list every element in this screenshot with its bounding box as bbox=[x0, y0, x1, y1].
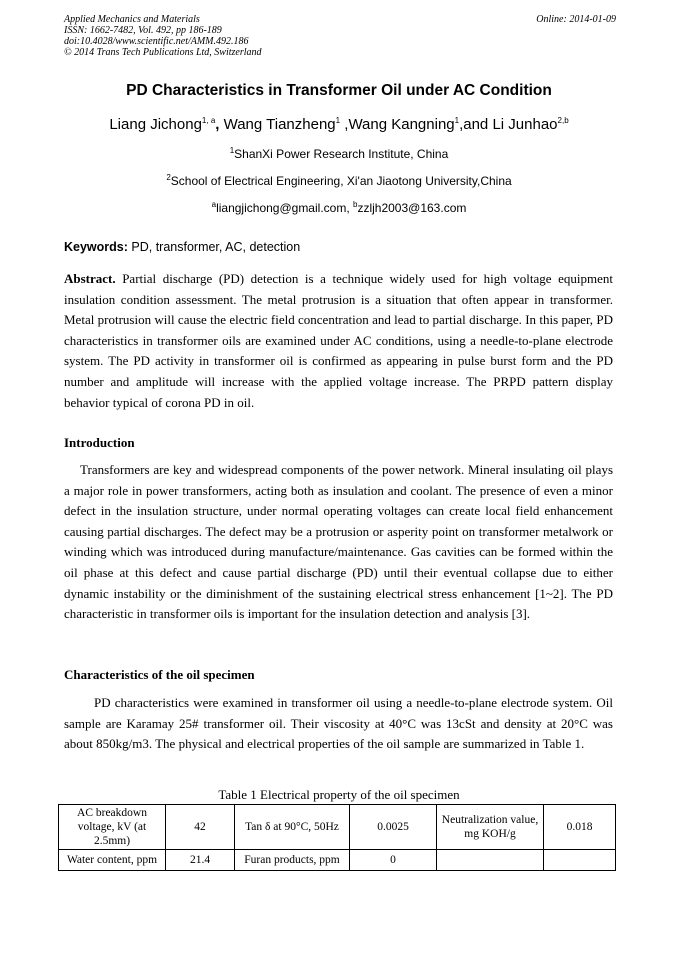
aff-text: ShanXi Power Research Institute, China bbox=[234, 147, 449, 161]
paper-title: PD Characteristics in Transformer Oil under AC Condition bbox=[126, 82, 552, 99]
aff-text: School of Electrical Engineering, Xi'an Jiaotong University,China bbox=[170, 174, 512, 188]
email-sup: b bbox=[353, 200, 358, 209]
table-row bbox=[59, 850, 616, 871]
author-name: Liang Jichong bbox=[109, 116, 202, 133]
author-sup: 1 bbox=[454, 116, 460, 125]
keywords-label: Keywords: bbox=[64, 240, 128, 254]
author-sep: , bbox=[215, 116, 224, 133]
author-sep: , bbox=[340, 116, 349, 133]
author-name: Wang Kangning bbox=[348, 116, 455, 133]
table-row bbox=[59, 805, 616, 850]
property-table bbox=[58, 804, 616, 871]
aff-sup: 1 bbox=[229, 146, 235, 155]
table-cell: AC breakdown voltage, kV (at 2.5mm) bbox=[59, 805, 166, 850]
issn-line: ISSN: 1662-7482, Vol. 492, pp 186-189 bbox=[64, 25, 222, 36]
table-cell: Neutralization value, mg KOH/g bbox=[437, 805, 544, 850]
specimen-heading: Characteristics of the oil specimen bbox=[64, 667, 255, 682]
affiliation-2 bbox=[0, 174, 678, 188]
table-cell: 0 bbox=[350, 850, 437, 871]
introduction-text: Transformers are key and widespread components of the power network. Mineral insulating oil plays a major role in power transformers, acting both as insulation and coolant. The presence of even a minor defect in the insulation structure, under normal operating voltages can create local field enhancement causing partial discharges. The defect may be a protrusion or asperity point on transformer metalwork or winding which was introduced during manufacture/maintenance. Gas cavities can be formed within the oil phase at this defect and cause partial discharge (PD) until their eventual collapse due to either dynamic instability or the diminishment of the sustaining electrical stress enhancement [1~2]. The PD characteristic in transformer oils is important for the insulation detection and analysis [3]. bbox=[64, 462, 613, 622]
journal-name: Applied Mechanics and Materials bbox=[64, 14, 200, 25]
table-cell: Furan products, ppm bbox=[235, 850, 350, 871]
author-name: Li Junhao bbox=[492, 116, 558, 133]
email-link[interactable]: liangjichong@gmail.com, bbox=[216, 201, 353, 215]
author-list bbox=[0, 116, 678, 133]
table-cell bbox=[437, 850, 544, 871]
online-date: Online: 2014-01-09 bbox=[536, 14, 616, 25]
keywords-text: PD, transformer, AC, detection bbox=[127, 240, 301, 254]
keywords bbox=[64, 240, 300, 254]
table-cell: Tan δ at 90°C, 50Hz bbox=[235, 805, 350, 850]
table-cell: Water content, ppm bbox=[59, 850, 166, 871]
aff-sup: 2 bbox=[166, 173, 171, 182]
table-caption: Table 1 Electrical property of the oil specimen bbox=[218, 787, 460, 802]
author-sup: 2,b bbox=[557, 116, 569, 125]
table-cell: 42 bbox=[166, 805, 235, 850]
copyright-line: © 2014 Trans Tech Publications Ltd, Switzerland bbox=[64, 47, 262, 58]
abstract bbox=[64, 269, 613, 413]
doi-line: doi:10.4028/www.scientific.net/AMM.492.186 bbox=[64, 36, 249, 47]
email-sup: a bbox=[211, 200, 217, 209]
specimen-text: PD characteristics were examined in transformer oil using a needle-to-plane electrode system. Oil sample are Karamay 25# transformer oil. Their viscosity at 40°C was 13cSt and density at 20°C was about 850kg/m3. The physical and electrical properties of the oil sample are summarized in Table 1. bbox=[64, 695, 613, 752]
author-name: Wang Tianzheng bbox=[223, 116, 336, 133]
author-sep: ,and bbox=[459, 116, 493, 133]
abstract-label: Abstract. bbox=[64, 271, 116, 286]
abstract-text: Partial discharge (PD) detection is a technique widely used for high voltage equipment insulation condition assessment. The metal protrusion is a situation that often appear in transformer. Metal protrusion will cause the electric field concentration and lead to partial discharge. In this paper, PD characteristics in transformer oils are examined under AC conditions, using a needle-to-plane electrode system. The PD activity in transformer oil is confirmed as appearing in pulse burst form and the PD number and amplitude will increase with the applied voltage increase. The PRPD pattern display behavior typical of corona PD in oil. bbox=[64, 271, 613, 410]
emails bbox=[0, 201, 678, 215]
table-cell: 0.018 bbox=[544, 805, 616, 850]
author-sup: 1, a bbox=[201, 116, 216, 125]
affiliation-1 bbox=[0, 147, 678, 161]
author-sup: 1 bbox=[335, 116, 341, 125]
introduction-heading: Introduction bbox=[64, 435, 135, 450]
table-cell: 0.0025 bbox=[350, 805, 437, 850]
journal-header bbox=[64, 14, 262, 58]
table-cell: 21.4 bbox=[166, 850, 235, 871]
table-cell bbox=[544, 850, 616, 871]
email-link[interactable]: zzljh2003@163.com bbox=[357, 201, 467, 215]
